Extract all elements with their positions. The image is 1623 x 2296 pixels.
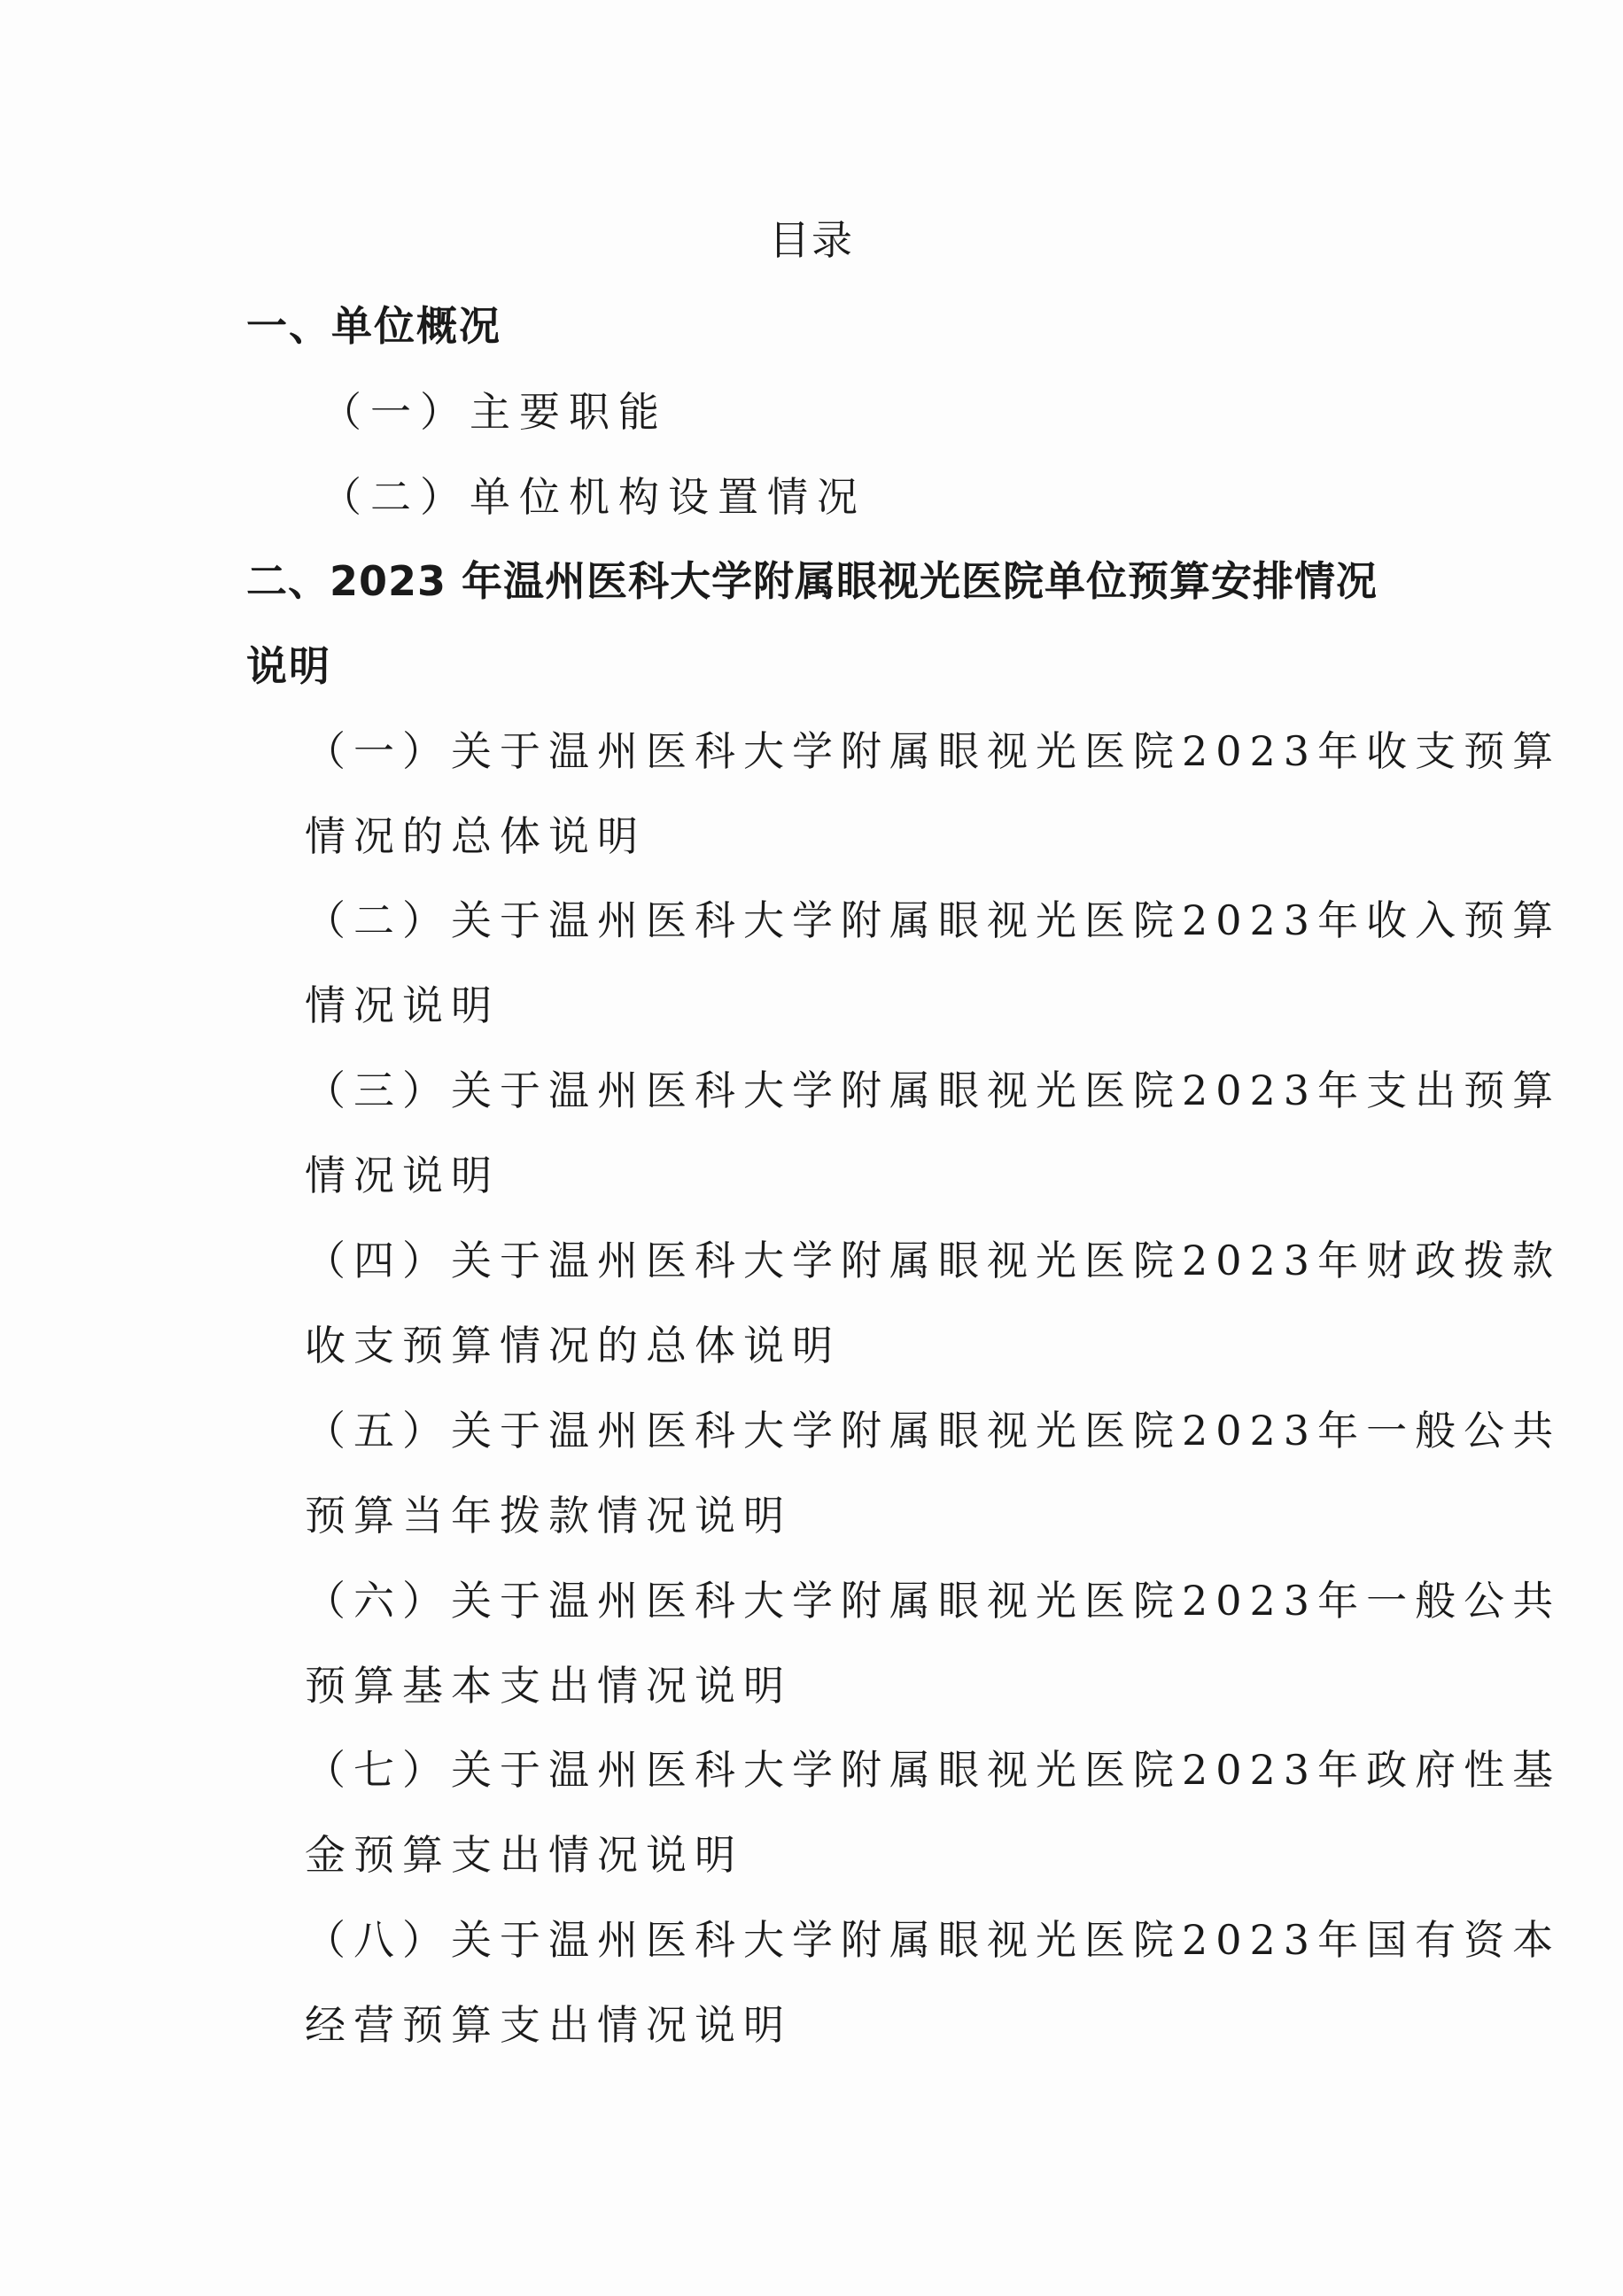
toc-item-2-1-line-1: （一）关于温州医科大学附属眼视光医院2023年收支预算 [305,727,1562,775]
toc-item-2-3-line-1: （三）关于温州医科大学附属眼视光医院2023年支出预算 [305,1067,1562,1114]
toc-item-2-6-line-2: 预算基本支出情况说明 [305,1662,792,1710]
toc-item-2-5-line-2: 预算当年拨款情况说明 [305,1492,792,1540]
toc-heading-2-line-1: 二、2023 年温州医科大学附属眼视光医院单位预算安排情况 [246,557,1378,605]
toc-item-2-2-line-1: （二）关于温州医科大学附属眼视光医院2023年收入预算 [305,896,1562,944]
toc-item-2-6-line-1: （六）关于温州医科大学附属眼视光医院2023年一般公共 [305,1577,1562,1625]
toc-item-1-2: （二）单位机构设置情况 [321,473,866,521]
toc-item-1-1: （一）主要职能 [321,388,668,436]
toc-item-2-8-line-2: 经营预算支出情况说明 [305,2001,792,2049]
toc-item-2-1-line-2: 情况的总体说明 [305,812,646,860]
page-title: 目录 [769,216,854,264]
toc-item-2-7-line-1: （七）关于温州医科大学附属眼视光医院2023年政府性基 [305,1746,1562,1794]
toc-item-2-8-line-1: （八）关于温州医科大学附属眼视光医院2023年国有资本 [305,1916,1562,1964]
toc-item-2-3-line-2: 情况说明 [305,1152,500,1199]
toc-item-2-2-line-2: 情况说明 [305,981,500,1029]
toc-heading-1: 一、单位概况 [246,302,501,350]
toc-item-2-4-line-1: （四）关于温州医科大学附属眼视光医院2023年财政拨款 [305,1237,1562,1284]
toc-item-2-4-line-2: 收支预算情况的总体说明 [305,1322,841,1369]
toc-item-2-5-line-1: （五）关于温州医科大学附属眼视光医院2023年一般公共 [305,1407,1562,1454]
toc-heading-2-line-2: 说明 [246,642,331,690]
toc-item-2-7-line-2: 金预算支出情况说明 [305,1831,743,1879]
